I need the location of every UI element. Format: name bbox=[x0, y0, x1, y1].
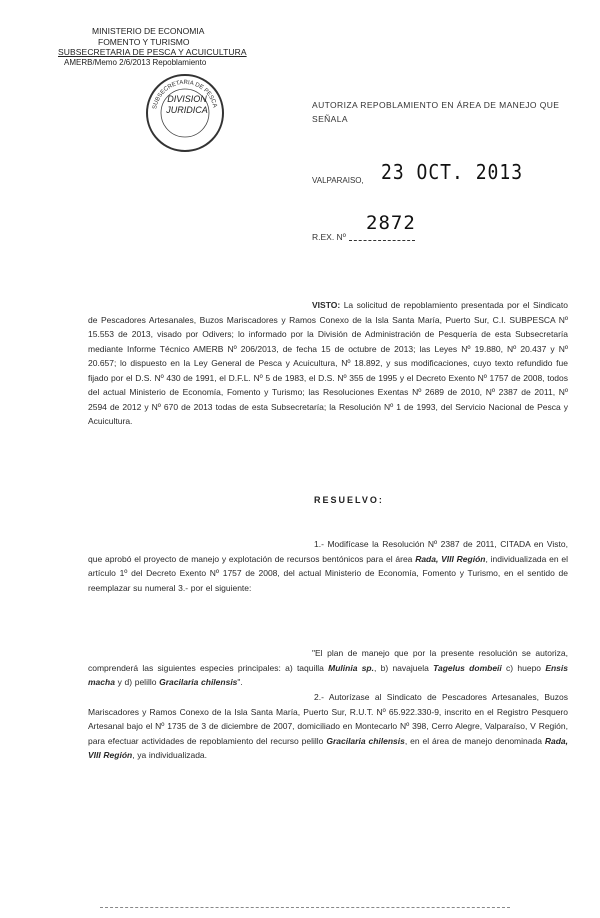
quote-paragraph bbox=[88, 646, 568, 690]
resolution-blank-line bbox=[349, 240, 415, 241]
resuelvo-heading: RESUELVO: bbox=[314, 495, 384, 505]
resolution-label: R.EX. Nº bbox=[312, 232, 346, 242]
point-2-text-c: , ya individualizada. bbox=[132, 750, 208, 760]
footer-rule bbox=[100, 907, 510, 908]
point-1-text-a: 1.- Modifícase la Resolución Nº 2387 de 2011, CITADA en Visto, que aprobó el proyecto de manejo y explotación de recursos bentónicos para el área bbox=[88, 539, 568, 564]
point-1-text-b: , individualizada en el artículo 1º del Decreto Exento Nº 1757 de 2008, del actual Ministerio de Economía, Fomento y Turismo, en el sentido de reemplazar su numeral 3.- por el siguiente: bbox=[88, 553, 569, 593]
ministry-header bbox=[58, 26, 247, 68]
species-ensis: Ensis macha bbox=[88, 662, 568, 687]
point-2-species: Gracilaria chilensis bbox=[326, 735, 405, 746]
resolution-number: 2872 bbox=[366, 212, 416, 234]
visto-heading: VISTO: bbox=[312, 300, 341, 310]
ministry-department: FOMENTO Y TURISMO bbox=[98, 36, 190, 47]
place-label: VALPARAISO, bbox=[312, 176, 364, 185]
ministry-name: MINISTERIO DE ECONOMIA bbox=[92, 26, 205, 36]
point-2-area: Rada, VIII Región bbox=[88, 735, 568, 760]
visto-paragraph bbox=[88, 298, 568, 429]
point-2-text-b: , en el área de manejo denominada bbox=[404, 735, 545, 746]
stamp-line-1: DIVISION bbox=[167, 94, 207, 104]
species-tagelus: Tagelus dombeii bbox=[433, 662, 502, 673]
point-2-paragraph bbox=[88, 690, 568, 763]
quote-text-d: y d) pelillo bbox=[114, 677, 160, 687]
quote-text-e: ". bbox=[237, 677, 243, 687]
quote-text-b: , b) navajuela bbox=[373, 662, 434, 673]
resolution-label-line bbox=[312, 232, 415, 242]
memo-reference: AMERB/Memo 2/6/2013 Repoblamiento bbox=[64, 57, 207, 67]
juridica-stamp bbox=[146, 74, 224, 152]
species-gracilaria: Gracilaria chilensis bbox=[159, 677, 238, 687]
stamp-text bbox=[166, 94, 208, 116]
point-1-paragraph bbox=[88, 537, 568, 595]
point-1-area: Rada, VIII Región bbox=[415, 553, 486, 564]
stamp-line-2: JURIDICA bbox=[166, 105, 208, 115]
quote-text-c: c) huepo bbox=[501, 662, 546, 673]
document-subject: AUTORIZA REPOBLAMIENTO EN ÁREA DE MANEJO QUE SEÑALA bbox=[312, 100, 560, 124]
stamp-ring-text: SUBSECRETARIA DE PESCA bbox=[152, 79, 218, 110]
species-mulinia: Mulinia sp. bbox=[328, 662, 374, 673]
date-stamp: 23 OCT. 2013 bbox=[381, 160, 524, 185]
quote-text-a: "El plan de manejo que por la presente resolución se autoriza, comprenderá las siguientes especies principales: a) taquilla bbox=[88, 648, 568, 673]
subsecretaria-name: SUBSECRETARIA DE PESCA Y ACUICULTURA bbox=[58, 47, 247, 57]
visto-text: La solicitud de repoblamiento presentada por el Sindicato de Pescadores Artesanales, Buzos Mariscadores y Ramos Conexo de la Isla Santa María, Puerto Sur, C.I. SUBPESCA Nº 15.553 de 2013, visado por Odivers; lo informado por la División de Administración de Pesquería de esta Subsecretaría mediante Informe Técnico AMERB Nº 206/2013, de fecha 15 de octubre de 2013; las Leyes Nº 19.880, Nº 20.437 y Nº 20.657; lo dispuesto en la Ley General de Pesca y Acuicultura, Nº 18.892, y sus modificaciones, cuyo texto refundido fue fijado por el D.S. Nº 430 de 1991, el D.F.L. Nº 5 de 1983, el D.S. Nº 355 de 1995 y el Decreto Exento Nº 1757 de 2008, todos del actual Ministerio de Economía, Fomento y Turismo; las Resoluciones Exentas Nº 2689 de 2010, Nº 2387 de 2011, Nº 2594 de 2012 y Nº 670 de 2013 todas de esta Subsecretaría; la Resolución Nº 1 de 1993, del Servicio Nacional de Pesca y Acuicultura. bbox=[88, 300, 568, 426]
point-2-text-a: 2.- Autorízase al Sindicato de Pescadores Artesanales, Buzos Mariscadores y Ramos Conexo de la Isla Santa María, Puerto Sur, R.U.T. Nº 65.922.330-9, inscrito en el Registro Pesquero Artesanal bajo el Nº 1735 de 3 de diciembre de 2007, domiciliado en Montecarlo Nº 398, Cerro Alegre, Valparaíso, V Región, para efectuar actividades de repoblamiento del recurso pelillo bbox=[88, 692, 568, 746]
